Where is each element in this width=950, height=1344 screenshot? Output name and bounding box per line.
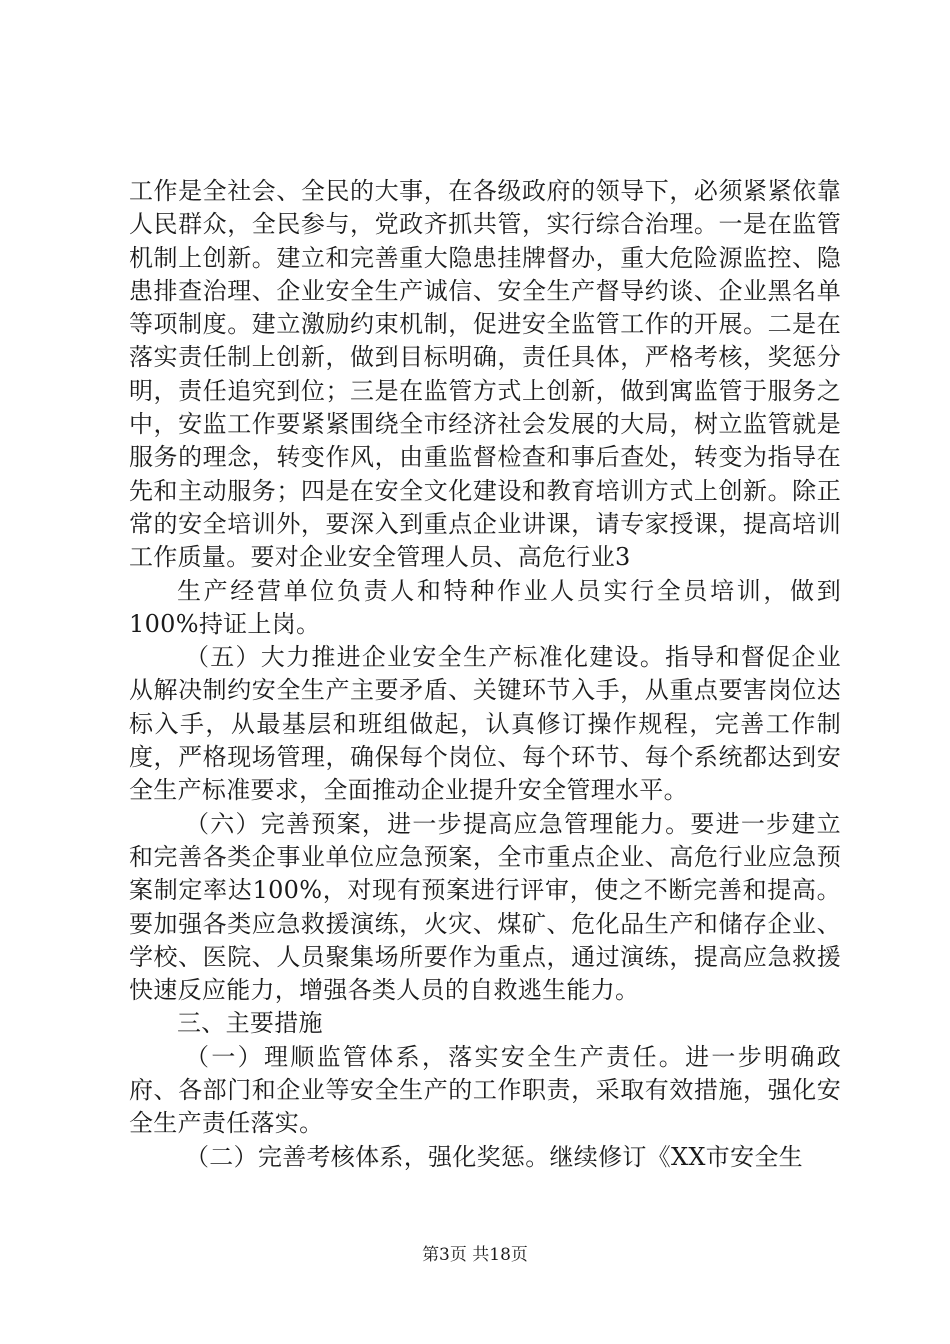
paragraph-continued: 工作是全社会、全民的大事，在各级政府的领导下，必须紧紧依靠人民群众，全民参与，党政齐抓共管，实行综合治理。一是在监管机制上创新。建立和完善重大隐患挂牌督办，重大危险源监控、隐患排查治理、企业安全生产诚信、安全生产督导约谈、企业黑名单等项制度。建立激励约束机制，促进安全监管工作的开展。二是在落实责任制上创新，做到目标明确，责任具体，严格考核，奖惩分明，责任追究到位；三是在监管方式上创新，做到寓监管于服务之中，安监工作要紧紧围绕全市经济社会发展的大局，树立监管就是服务的理念，转变作风，由重监督检查和事后查处，转变为指导在先和主动服务；四是在安全文化建设和教育培训方式上创新。除正常的安全培训外，要深入到重点企业讲课，请专家授课，提高培训工作质量。要对企业安全管理人员、高危行业3 bbox=[129, 177, 841, 572]
page-number-footer: 第3页 共18页 bbox=[422, 1245, 528, 1265]
paragraph-measure-2: （二）完善考核体系，强化奖惩。继续修订《XX市安全生 bbox=[185, 1142, 803, 1171]
section-heading-measures: 三、主要措施 bbox=[177, 1009, 323, 1038]
paragraph-item-6: （六）完善预案，进一步提高应急管理能力。要进一步建立和完善各类企事业单位应急预案，全市重点企业、高危行业应急预案制定率达100%，对现有预案进行评审，使之不断完善和提高。要加强各类应急救援演练，火灾、煤矿、危化品生产和储存企业、学校、医院、人员聚集场所要作为重点，通过演练，提高应急救援快速反应能力，增强各类人员的自救逃生能力。 bbox=[129, 809, 841, 1005]
paragraph-item-5: （五）大力推进企业安全生产标准化建设。指导和督促企业从解决制约安全生产主要矛盾、关键环节入手，从重点要害岗位达标入手，从最基层和班组做起，认真修订操作规程，完善工作制度，严格现场管理，确保每个岗位、每个环节、每个系统都达到安全生产标准要求，全面推动企业提升安全管理水平。 bbox=[129, 643, 841, 805]
body-text bbox=[129, 175, 841, 1174]
paragraph-measure-1: （一）理顺监管体系，落实安全生产责任。进一步明确政府、各部门和企业等安全生产的工作职责，采取有效措施，强化安全生产责任落实。 bbox=[129, 1042, 841, 1138]
paragraph-training: 生产经营单位负责人和特种作业人员实行全员培训，做到100%持证上岗。 bbox=[129, 576, 841, 638]
